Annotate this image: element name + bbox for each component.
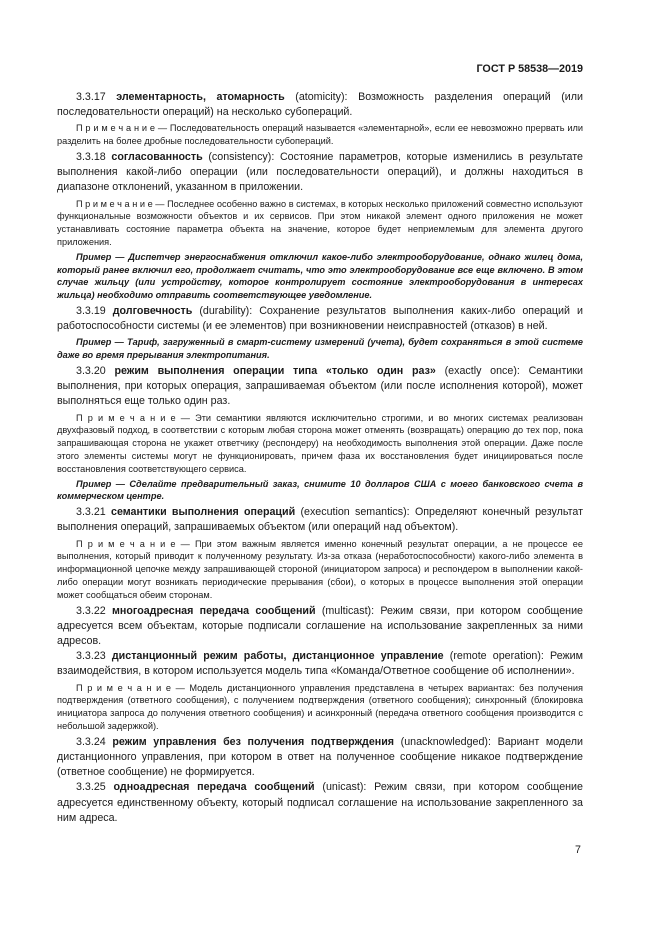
term-english: (durability): — [199, 304, 253, 317]
term-3-3-24 — [57, 735, 583, 781]
term-definition: Сохранение результатов выполнения каких-либо операций и работоспособности системы (и ее элементов) при возникновении неисправностей (отказов) в ней. — [57, 304, 583, 333]
note-label: П р и м е ч а н и е — [76, 682, 171, 693]
term-title: долговечность — [112, 304, 193, 317]
term-3-3-19 — [57, 304, 583, 334]
note-3-3-23 — [57, 682, 583, 733]
example-text: — Диспетчер энергоснабжения отключил какое-либо электрооборудование, однако жилец дома, который ранее включил его, продолжает считать, что это электрооборудование все еще включено. В этом случае жильцу (или устройству, которое контролирует состояние электрооборудования в интересах жильца) необходимо отправить соответствующее уведомление. — [57, 251, 583, 301]
example-text: — Сделайте предварительный заказ, снимите 10 долларов США с моего банковского счета в коммерческом центре. — [57, 478, 583, 502]
term-3-3-21 — [57, 505, 583, 535]
term-title: семантики выполнения операций — [111, 506, 296, 519]
note-text: — Эти семантики являются исключительно строгими, и во многих системах реализован двухфазовый подход, в соответствии с которым любая сторона может отменять (возвращать) операцию до тех пор, пока запрашивающая сторона не укажет ответчику (респондеру) на необходимость выполнения этой операции. Даже после этого элементы системы могут не функционировать, причем фаза их восстановления будет инициироваться после восстановления соответствующего сервиса. — [57, 412, 583, 474]
page-number: 7 — [575, 844, 581, 856]
term-number: 3.3.18 — [76, 151, 106, 163]
term-definition: Определяют конечный результат выполнения операций, запрашиваемых объектом (или операций над объектом). — [57, 506, 583, 534]
term-title: согласованность — [111, 151, 203, 163]
term-number: 3.3.17 — [76, 91, 106, 103]
term-english: (exactly once): — [444, 364, 520, 377]
term-number: 3.3.20 — [76, 364, 106, 377]
term-english: (multicast): — [321, 604, 375, 617]
note-3-3-17 — [57, 122, 583, 148]
term-english: (unacknowledged): — [400, 735, 491, 748]
note-label: П р и м е ч а н и е — [76, 123, 155, 134]
example-label: Пример — [76, 337, 112, 348]
term-definition: Возможность разделения операций (или последовательности операций) на несколько субопераций. — [57, 91, 583, 119]
note-label: П р и м е ч а н и е — [76, 412, 176, 423]
term-number: 3.3.24 — [76, 735, 106, 748]
term-english: (unicast): — [322, 781, 367, 794]
note-3-3-21 — [57, 538, 583, 602]
term-title: дистанционный режим работы, дистанционное управление — [111, 650, 444, 663]
term-title: одноадресная передача сообщений — [113, 781, 315, 794]
term-definition: Режим связи, при котором сообщение адресуется всем объектам, которые подписали соглашение на использование закрепленных за ними адресов. — [57, 604, 583, 647]
term-3-3-22 — [57, 604, 583, 650]
note-3-3-20 — [57, 412, 583, 476]
term-3-3-23 — [57, 649, 583, 679]
term-english: (atomicity): — [295, 91, 348, 103]
term-3-3-20 — [57, 364, 583, 410]
term-number: 3.3.19 — [76, 304, 106, 317]
term-english: (execution semantics): — [300, 506, 410, 519]
term-definition: Вариант модели дистанционного управления, при котором в ответ на полученное сообщение никакое подтверждение (ответное сообщение) не формируется. — [57, 735, 583, 779]
term-3-3-18 — [57, 150, 583, 196]
example-label: Пример — [76, 478, 112, 489]
note-text: — Последовательность операций называется «элементарной», если ее невозможно прервать или разделить на более дробные последовательности субопераций. — [57, 123, 583, 147]
term-title: режим выполнения операции типа «только один раз» — [114, 364, 436, 377]
example-label: Пример — [76, 251, 112, 262]
note-text: — Последнее особенно важно в системах, в которых несколько приложений совместно используют функциональные возможности объектов и их сервисов. При этом никакой элемент одного приложения не может устанавливать состояние параметра объекта на значение, которое будет неприемлемым для элемента другого приложения. — [57, 198, 583, 247]
example-text: — Тариф, загруженный в смарт-систему измерений (учета), будет сохраняться в этой системе даже во время прерывания электропитания. — [57, 337, 583, 361]
term-title: элементарность, атомарность — [116, 91, 285, 103]
term-number: 3.3.25 — [76, 781, 106, 794]
term-number: 3.3.23 — [76, 650, 106, 663]
term-number: 3.3.22 — [76, 604, 106, 617]
term-title: режим управления без получения подтверждения — [112, 735, 395, 748]
example-3-3-18 — [57, 251, 583, 302]
example-3-3-20 — [57, 478, 583, 504]
document-code-header: ГОСТ Р 58538—2019 — [476, 63, 583, 75]
term-number: 3.3.21 — [76, 506, 106, 519]
note-label: П р и м е ч а н и е — [76, 538, 176, 549]
example-3-3-19 — [57, 336, 583, 362]
note-text: — Модель дистанционного управления представлена в четырех вариантах: без получения подтверждения (ответного сообщения), с получением подтверждения (ответного сообщения); синхронный (блокировка инициатора запроса до получения ответного сообщения) и асинхронный (передача ответного сообщения производится с небольшой задержкой). — [57, 682, 583, 731]
term-definition: Режим связи, при котором сообщение адресуется единственному объекту, который подписал соглашение на использование закрепленного за ним адреса. — [57, 781, 583, 824]
term-definition: Режим взаимодействия, в котором используется модель типа «Команда/Ответное сообщение об исполнении». — [57, 650, 583, 678]
page-content — [57, 90, 583, 826]
term-title: многоадресная передача сообщений — [112, 604, 316, 617]
note-label: П р и м е ч а н и е — [76, 198, 153, 209]
term-3-3-17 — [57, 90, 583, 120]
term-english: (consistency): — [208, 151, 275, 163]
term-definition: Состояние параметров, которые изменились в результате выполнения какой-либо операции (или последовательности операций), и должны находиться в диапазоне отклонений, указанном в приложении. — [57, 151, 583, 194]
note-text: — При этом важным является именно конечный результат операции, а не процессе ее выполнения, который приводит к полученному результату. Из-за отказа (неработоспособности) какого-либо элемента в информационной цепочке между запрашивающей стороной (инициатором запроса) и респондером в выполнении какой-либо операции могут возникать периодические прерывания (сбои), о которых в процессе выполнения этой операции может сообщаться обеим сторонам. — [57, 538, 583, 600]
note-3-3-18 — [57, 198, 583, 249]
term-3-3-25 — [57, 780, 583, 826]
term-definition: Семантики выполнения, при которых операция, запрашиваемая объектом (или после исполнения которой), может выполняться еще только один раз. — [57, 364, 583, 408]
term-english: (remote operation): — [449, 650, 544, 663]
